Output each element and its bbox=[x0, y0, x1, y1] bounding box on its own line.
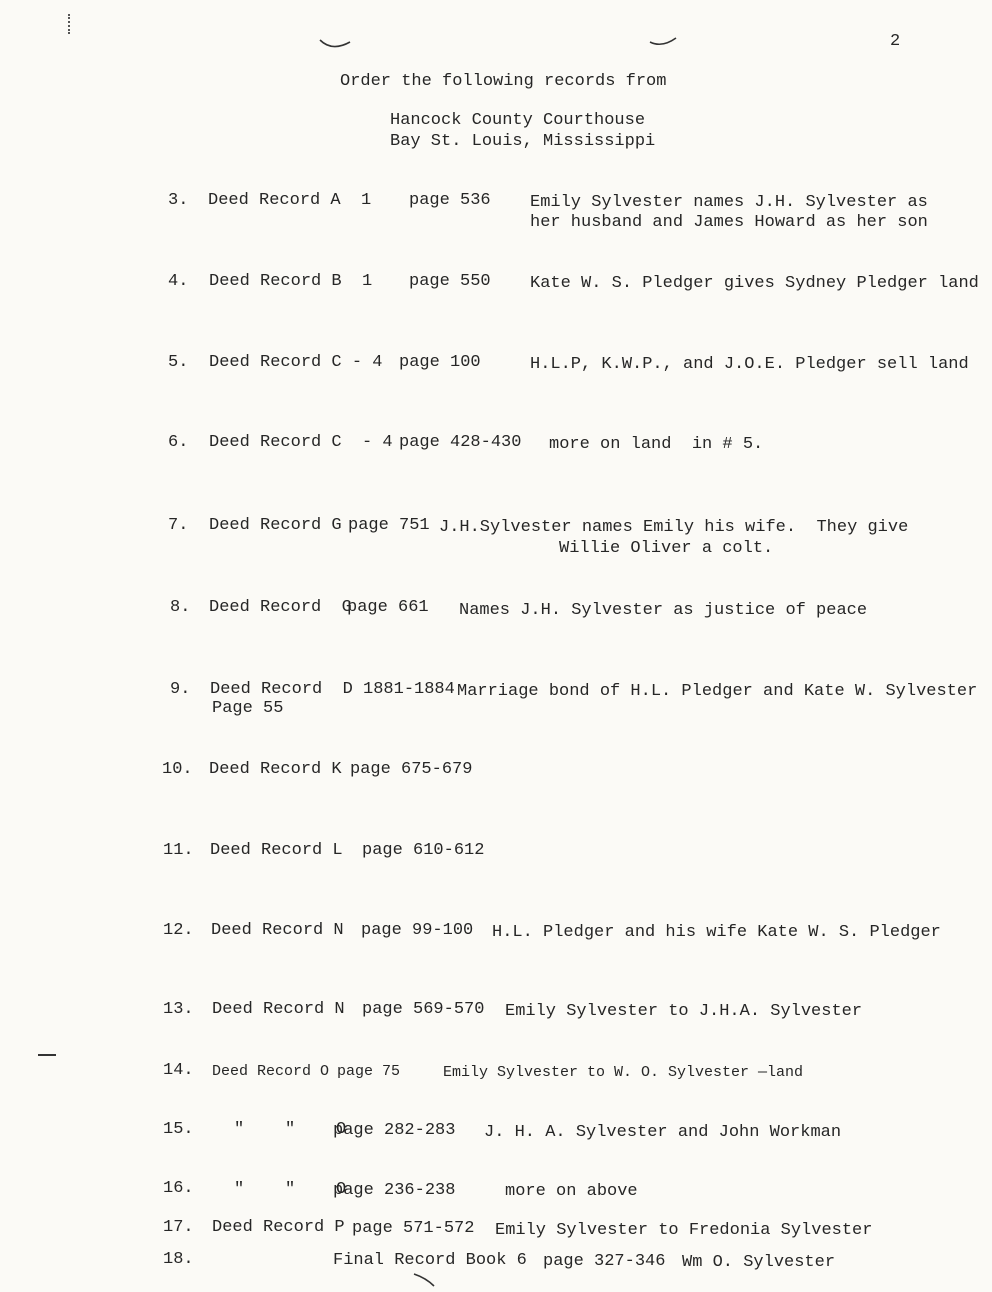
record-page: page 75 bbox=[337, 1063, 401, 1080]
record-reference: Deed Record D 1881-1884 bbox=[210, 680, 455, 699]
record-description: Kate W. S. Pledger gives Sydney Pledger land bbox=[530, 274, 979, 293]
record-number: 10. bbox=[162, 760, 193, 779]
record-number: 8. bbox=[170, 598, 191, 617]
record-page: page 236-238 bbox=[333, 1181, 456, 1200]
record-description: H.L.P, K.W.P., and J.O.E. Pledger sell land bbox=[530, 355, 969, 374]
header-line-1: Order the following records from bbox=[340, 72, 667, 91]
record-page: page 661 bbox=[347, 598, 429, 617]
record-description: Emily Sylvester to J.H.A. Sylvester bbox=[505, 1002, 863, 1021]
record-reference: Deed Record N bbox=[211, 921, 344, 940]
record-number: 14. bbox=[163, 1061, 194, 1080]
record-description: Marriage bond of H.L. Pledger and Kate W. Sylvester bbox=[457, 682, 978, 701]
record-page: page 99-100 bbox=[361, 921, 474, 940]
record-page: page 675-679 bbox=[350, 760, 473, 779]
record-number: 4. bbox=[168, 272, 189, 291]
record-page: page 610-612 bbox=[362, 841, 485, 860]
record-reference: Deed Record P bbox=[212, 1218, 345, 1237]
record-reference: Deed Record B 1 bbox=[209, 272, 373, 291]
record-page: page 550 bbox=[409, 272, 491, 291]
record-number: 6. bbox=[168, 433, 189, 452]
record-description: Names J.H. Sylvester as justice of peace bbox=[459, 601, 868, 620]
record-number: 12. bbox=[163, 921, 194, 940]
record-number: 13. bbox=[163, 1000, 194, 1019]
pen-check-mark bbox=[648, 36, 678, 50]
record-reference: Deed Record G bbox=[209, 516, 342, 535]
record-number: 16. bbox=[163, 1179, 194, 1198]
record-reference: Deed Record G bbox=[209, 598, 352, 617]
record-description: more on land in # 5. bbox=[549, 435, 764, 454]
record-reference: " " O bbox=[234, 1180, 347, 1199]
record-description: Emily Sylvester to W. O. Sylvester —land bbox=[443, 1064, 804, 1081]
page-number: 2 bbox=[890, 32, 901, 51]
pen-dash-mark bbox=[38, 1054, 56, 1056]
record-number: 3. bbox=[168, 191, 189, 210]
record-description: Emily Sylvester to Fredonia Sylvester bbox=[495, 1221, 873, 1240]
record-page: page 428-430 bbox=[399, 433, 522, 452]
header-line-2: Hancock County Courthouse bbox=[390, 111, 646, 130]
record-reference: Deed Record A 1 bbox=[208, 191, 372, 210]
record-number: 17. bbox=[163, 1218, 194, 1237]
record-description: Willie Oliver a colt. bbox=[559, 539, 774, 558]
record-description: Wm O. Sylvester bbox=[682, 1253, 836, 1272]
record-page: page 571-572 bbox=[352, 1219, 475, 1238]
record-page: page 536 bbox=[409, 191, 491, 210]
record-page: page 282-283 bbox=[333, 1121, 456, 1140]
record-reference: Deed Record O bbox=[212, 1063, 330, 1080]
record-description: J.H.Sylvester names Emily his wife. They give bbox=[439, 518, 909, 537]
record-reference: Deed Record C - 4 bbox=[209, 353, 383, 372]
record-reference: Deed Record L bbox=[210, 841, 343, 860]
record-number: 9. bbox=[170, 680, 191, 699]
record-reference: Final Record Book 6 bbox=[333, 1251, 527, 1270]
record-page: Page 55 bbox=[212, 699, 284, 718]
record-reference: Deed Record N bbox=[212, 1000, 345, 1019]
record-reference: Deed Record K bbox=[209, 760, 342, 779]
record-reference: Deed Record C - 4 bbox=[209, 433, 393, 452]
pen-check-mark bbox=[318, 36, 352, 52]
record-description: her husband and James Howard as her son bbox=[530, 213, 928, 232]
record-page: page 751 bbox=[348, 516, 430, 535]
record-description: H.L. Pledger and his wife Kate W. S. Pledger bbox=[492, 923, 941, 942]
pen-check-mark bbox=[412, 1272, 436, 1288]
record-reference: " " O bbox=[234, 1120, 347, 1139]
record-page: page 569-570 bbox=[362, 1000, 485, 1019]
record-number: 7. bbox=[168, 516, 189, 535]
header-line-3: Bay St. Louis, Mississippi bbox=[390, 132, 656, 151]
scan-mark bbox=[68, 14, 73, 34]
record-number: 18. bbox=[163, 1250, 194, 1269]
record-number: 15. bbox=[163, 1120, 194, 1139]
record-description: Emily Sylvester names J.H. Sylvester as bbox=[530, 193, 928, 212]
record-number: 5. bbox=[168, 353, 189, 372]
record-page: page 327-346 bbox=[543, 1252, 666, 1271]
record-number: 11. bbox=[163, 841, 194, 860]
record-page: page 100 bbox=[399, 353, 481, 372]
record-description: J. H. A. Sylvester and John Workman bbox=[484, 1123, 842, 1142]
record-description: more on above bbox=[505, 1182, 638, 1201]
